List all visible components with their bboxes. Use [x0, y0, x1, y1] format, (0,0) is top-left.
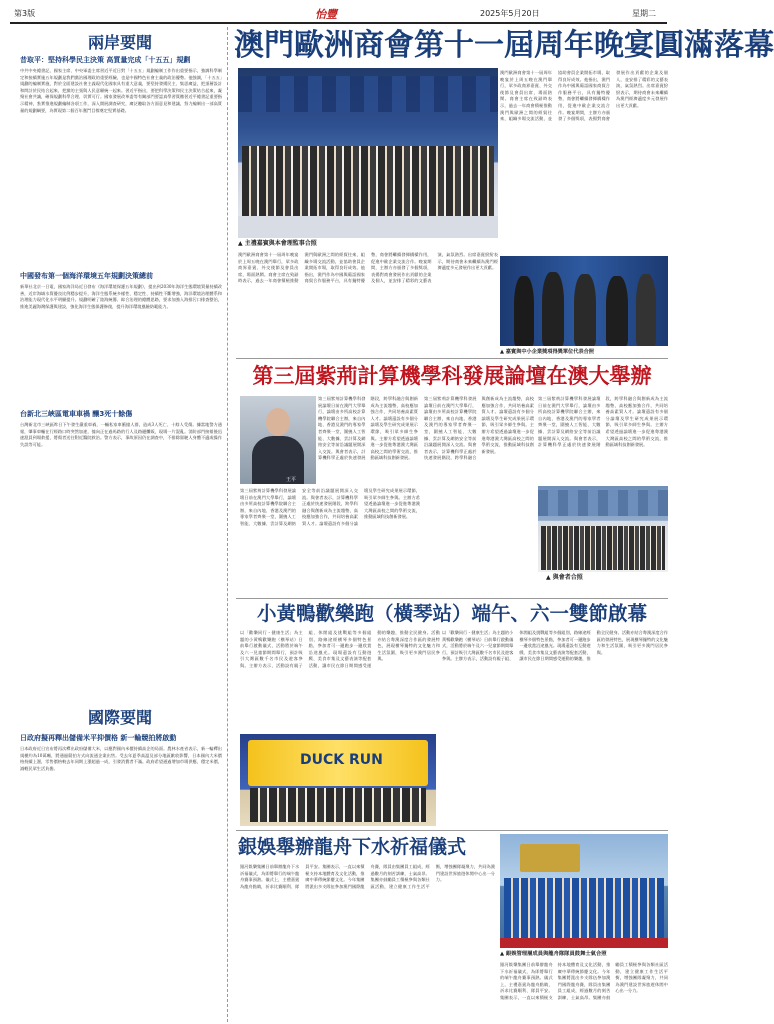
stage-floor — [238, 216, 498, 238]
headline-computing-forum: 第三屆紫荊計算機學科發展論壇在澳大舉辦 — [252, 364, 652, 388]
article-body-forum-left: 第三屆紫荊計算機學科發展論壇日前在澳門大學舉行，論壇由多所高校計算機學院聯合主辦，來自內地、香港及澳門的專家學者齊聚一堂，圍繞人工智能、大數據、雲計算及網絡安全等前沿議題展開深入交流。與會者表示，計算機科學正處於快速發展階段，跨學科融合與創新成為主流趨勢，高校應加強合作，共同培養高素質人才。論壇還設有多個分論壇及學生研究成果展示環節，吸引眾多師生參與。主辦方希望透過論壇進一步促進粵港澳大灣區高校之間的學術交流，推動區域科技創新發展。 — [318, 396, 418, 461]
issue-date: 2025年5月20日 — [480, 9, 540, 18]
stage-banner — [238, 76, 498, 112]
section-title-international: 國際要聞 — [87, 708, 152, 727]
article-body-dragon-boat: 銀河娛樂集團日前舉辦龍舟下水祈福儀式，為即將舉行的端午龍舟賽事預熱。儀式上，主禮嘉賓為龍舟點睛，祈求比賽順利、隊員平安。集團表示，一直以來積極支持本地體育及文化活動，推廣中華傳統節慶文化。今年集團將派出多支隊伍參加澳門國際龍舟賽，隊員由集團員工組成，經過數月的刻苦訓練，士氣高昂。集團亦鼓勵員工積極參與各類社區活動，建立健康工作生活平衡，增強團隊凝聚力，共同為澳門建設世界旅遊休閒中心出一分力。 — [240, 864, 495, 889]
divider-3 — [236, 830, 668, 831]
article-body-forum-right: 第三屆紫荊計算機學科發展論壇日前在澳門大學舉行，論壇由多所高校計算機學院聯合主辦，來自內地、香港及澳門的專家學者齊聚一堂，圍繞人工智能、大數據、雲計算及網絡安全等前沿議題展開深入交流。與會者表示，計算機科學正處於快速發展階段，跨學科融合與創新成為主流趨勢，高校應加強合作，共同培養高素質人才。論壇還設有多個分論壇及學生研究成果展示環節，吸引眾多師生參與。主辦方希望透過論壇進一步促進粵港澳大灣區高校之間的學術交流，推動區域科技創新發展。 — [538, 396, 668, 448]
dragon-boat-flag — [520, 844, 580, 872]
header-rule — [10, 22, 667, 24]
article-body-2: 新華社北京一日電，國家海洋局近日發布《海洋環境保護五年規劃》，提出到2030年海洋生態環境質量持續改善，近岸海域水質優良比例穩步提升，海洋生態系統多樣性、穩定性、持續性不斷增強，海洋環境治理體系和治理能力現代化水平明顯提升。規劃明確了陸海統籌、綜合治理的總體思路，要求加強入海排污口排查整治，推進美麗海灣保護與建設，強化海洋生態保護修復，提升海洋環境風險防範能力。 — [20, 284, 222, 309]
section-title-cross-strait: 兩岸要聞 — [87, 33, 152, 52]
guest-figure-5 — [636, 274, 656, 346]
award-winners-photo — [500, 256, 668, 346]
group-photo-gala — [238, 68, 498, 238]
article-body-dragon-boat-right: 銀河娛樂集團日前舉辦龍舟下水祈福儀式，為即將舉行的端午龍舟賽事預熱。儀式上，主禮嘉賓為龍舟點睛，祈求比賽順利、隊員平安。集團表示，一直以來積極支持本地體育及文化活動，推廣中華傳統節慶文化。今年集團將派出多支隊伍參加澳門國際龍舟賽，隊員由集團員工組成，經過數月的刻苦訓練，士氣高昂。集團亦鼓勵員工積極參與各類社區活動，建立健康工作生活平衡，增強團隊凝聚力，共同為澳門建設世界旅遊休閒中心出一分力。 — [500, 962, 668, 1000]
duck-run-guests — [250, 788, 426, 822]
article-body-4: 日本政府近日宣布將再次釋出政府儲備大米，以應對國內米價持續高企的局面。農林水產省表示，新一輪釋出規模約為10萬噸，將通過競拍方式向流通企業出售。受去年夏季高溫及部分地區歉收影響，日本國內大米價格持續上漲，零售價格較去年同期上漲超過一成，引發消費者不滿。政府希望通過增加市場供應，穩定米價，減輕民眾生活負擔。 — [20, 746, 222, 771]
headline-european-chamber: 澳門歐洲商會第十一屆周年晚宴圓滿落幕 — [234, 28, 774, 63]
forum-backdrop — [538, 490, 668, 516]
page-number: 第3版 — [14, 9, 36, 18]
dragon-boat-team — [504, 878, 664, 940]
headline-galaxy-dragon-boat: 銀娛舉辦龍舟下水祈福儀式 — [238, 836, 467, 858]
row-of-guests — [242, 146, 494, 216]
article-head-2: 中國發布第一個海洋環境五年規劃決策總前 — [20, 272, 153, 280]
forum-group-photo — [538, 486, 668, 572]
guest-figure-1 — [514, 276, 534, 346]
speaker-head — [266, 408, 290, 436]
article-body-forum-mid: 第三屆紫荊計算機學科發展論壇日前在澳門大學舉行，論壇由多所高校計算機學院聯合主辦，來自內地、香港及澳門的專家學者齊聚一堂，圍繞人工智能、大數據、雲計算及網絡安全等前沿議題展開深入交流。與會者表示，計算機科學正處於快速發展階段，跨學科融合與創新成為主流趨勢，高校應加強合作，共同培養高素質人才。論壇還設有多個分論壇及學生研究成果展示環節，吸引眾多師生參與。主辦方希望透過論壇進一步促進粵港澳大灣區高校之間的學術交流，推動區域科技創新發展。 — [424, 396, 534, 461]
caption-award-photo: ▲ 嘉賓與中小企業獎項得獎單位代表合照 — [500, 349, 594, 355]
duck-run-poster-text: DUCK RUN — [300, 752, 383, 768]
article-body-duck-run: 以「歡樂同行・健康生活」為主題的小黃鴨歡樂跑（橫琴站）日前舉行啟動儀式，活動將於端午及六一兒童節期間舉行，預計吸引大灣區數千名市民及遊客參與。主辦方表示，活動設有親子組、休閒組及挑戰組等多個組別，路線途經橫琴多個特色景點，參加者可一邊跑步一邊欣賞沿途風光。現場還設有互動遊戲、美食市集及文藝表演等配套活動，讓市民在節日期間感受運動的樂趣，推動全民健身。活動亦結合粵澳深度合作區的發展特色，展現橫琴獨特的文化魅力和生活氛圍，吸引更多澳門居民參與。 — [240, 630, 440, 668]
article-body-1: 中共中央總書記、國家主席、中央軍委主席習近平近日對「十五五」規劃編制工作作出重要指示，強調科學制定和接續實施五年規劃是我們黨治國理政的重要經驗，也是中國特色社會主義的政治優勢。他強調，「十五五」規劃的編制實施，對於全面建設社會主義現代化國家具有重大意義，要堅持發揚民主、集思廣益，把頂層設計和問計於民結合起來，把黨的主張與人民意願統一起來。習近平指出，要把科學決策和民主決策結合起來，凝聚社會共識，確保規劃科學合理、切實可行。國家發展改革委等有關部門要認真學習貫徹習近平總書記重要指示精神，紮實推進規劃編制各項工作，深入開展調查研究，廣泛聽取各方面意見和建議，努力編制出一部高質量的規劃綱要，為實現第二個百年奮鬥目標奠定堅實基礎。 — [20, 68, 222, 113]
article-head-4: 日政府擬再釋出儲備米平抑價格 新一輪競拍將啟動 — [20, 734, 177, 742]
caption-dragon-boat-photo: ▲ 銀娛管理層成員與龍舟隊隊員鼓舞士氣合照 — [500, 951, 607, 957]
page-header — [10, 6, 667, 22]
duck-run-stage-photo — [240, 734, 436, 826]
article-body-duck-run-right: 以「歡樂同行・健康生活」為主題的小黃鴨歡樂跑（橫琴站）日前舉行啟動儀式，活動將於端午及六一兒童節期間舉行，預計吸引大灣區數千名市民及遊客參與。主辦方表示，活動設有親子組、休閒組及挑戰組等多個組別，路線途經橫琴多個特色景點，參加者可一邊跑步一邊欣賞沿途風光。現場還設有互動遊戲、美食市集及文藝表演等配套活動，讓市民在節日期間感受運動的樂趣，推動全民健身。活動亦結合粵澳深度合作區的發展特色，展現橫琴獨特的文化魅力和生活氛圍，吸引更多澳門居民參與。 — [442, 630, 668, 662]
article-head-3: 台新北三峽區電車車禍 釀3死十餘傷 — [20, 410, 133, 418]
dragon-boat-photo — [500, 834, 668, 948]
article-body-forum: 第三屆紫荊計算機學科發展論壇日前在澳門大學舉行，論壇由多所高校計算機學院聯合主辦，來自內地、香港及澳門的專家學者齊聚一堂，圍繞人工智能、大數據、雲計算及網絡安全等前沿議題展開深入交流。與會者表示，計算機科學正處於快速發展階段，跨學科融合與創新成為主流趨勢，高校應加強合作，共同培養高素質人才。論壇還設有多個分論壇及學生研究成果展示環節，吸引眾多師生參與。主辦方希望透過論壇進一步促進粵港澳大灣區高校之間的學術交流，推動區域科技創新發展。 — [240, 488, 420, 526]
dragon-boat-hull — [500, 938, 668, 948]
divider-2 — [236, 598, 668, 599]
guest-figure-3 — [574, 274, 596, 346]
caption-gala-photo: ▲ 主禮嘉賓與本會理監事合照 — [238, 240, 317, 247]
issue-weekday: 星期二 — [632, 9, 656, 18]
headline-duck-run: 小黃鴨歡樂跑（橫琴站）端午、六一雙節啟幕 — [256, 602, 647, 625]
speaker-name-caption: 王平 — [286, 477, 297, 483]
article-head-1: 昔取平：堅持科學民主決策 高質量完成「十五五」規劃 — [20, 56, 191, 64]
forum-attendees — [541, 526, 665, 570]
article-body-gala-right: 澳門歐洲商會第十一屆周年晚宴於上周五晚在澳門舉行，眾多政商界嘉賓、外交使節及會員出席，場面熱鬧。商會主席在致辭時表示，過去一年商會積極推動澳門與歐洲之間的經貿往來，組織多場交流活動，並協助會員企業開拓市場，取得良好成效。他指出，澳門作為中國與葡語國家商貿合作服務平台，具有獨特優勢，商會將繼續發揮橋樑作用，促進中歐企業交流合作。晚宴期間，主辦方亦頒發了多個獎項，表揚對商會發展作出貢獻的企業及個人，並安排了精彩的文藝表演，氣氛熱烈。出席嘉賓紛紛表示，期待商會未來繼續為澳門經濟適度多元發展作出更大貢獻。 — [500, 70, 668, 122]
guest-figure-2 — [542, 272, 564, 346]
speaker-photo — [240, 396, 316, 484]
divider-1 — [236, 358, 668, 359]
guest-figure-4 — [606, 276, 628, 346]
article-body-3: 台灣新北市三峽區昨日下午發生嚴重車禍，一輛私家車衝撞人群，造成3人死亡、十餘人受傷。據當地警方通報，肇事車輛在行經路口時突然加速，撞向正在過馬路的行人及路邊攤販，現場一片混亂。消防部門接報後迅速派員到場救援，將傷者送往附近醫院救治。警方表示，事故原因仍在調查中，不排除駕駛人身體不適或操作失誤等可能。 — [20, 422, 222, 447]
caption-forum-photo: ▲ 與會者合照 — [546, 574, 583, 581]
speaker-body — [252, 436, 304, 484]
article-body-gala: 澳門歐洲商會第十一屆周年晚宴於上周五晚在澳門舉行，眾多政商界嘉賓、外交使節及會員出席，場面熱鬧。商會主席在致辭時表示，過去一年商會積極推動澳門與歐洲之間的經貿往來，組織多場交流活動，並協助會員企業開拓市場，取得良好成效。他指出，澳門作為中國與葡語國家商貿合作服務平台，具有獨特優勢，商會將繼續發揮橋樑作用，促進中歐企業交流合作。晚宴期間，主辦方亦頒發了多個獎項，表揚對商會發展作出貢獻的企業及個人，並安排了精彩的文藝表演，氣氛熱烈。出席嘉賓紛紛表示，期待商會未來繼續為澳門經濟適度多元發展作出更大貢獻。 — [238, 252, 498, 284]
newspaper-logo: 怡豐 — [315, 8, 337, 21]
